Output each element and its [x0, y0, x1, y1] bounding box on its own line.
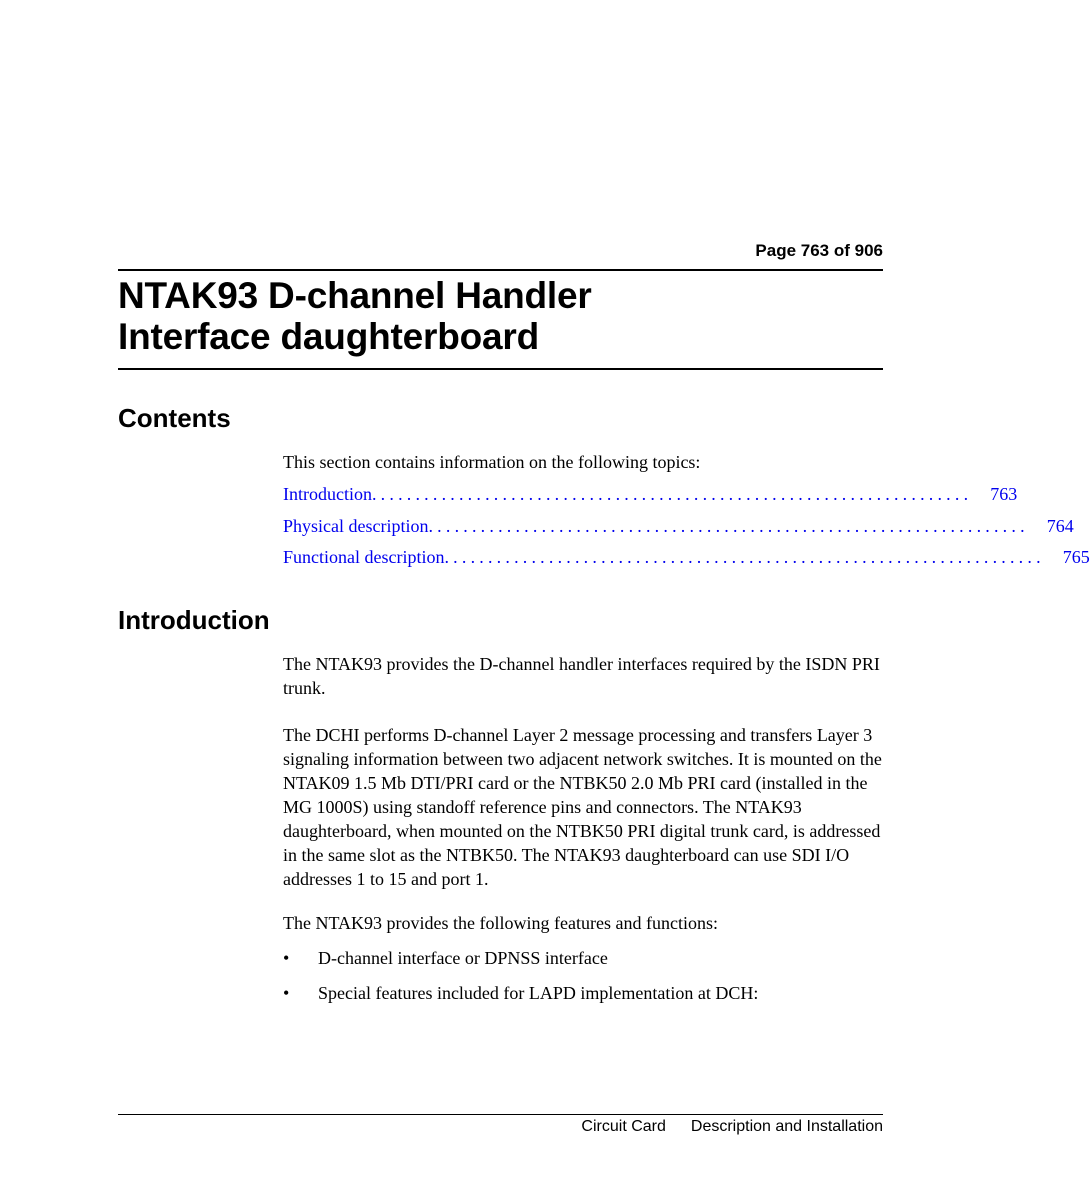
footer-left: Circuit Card — [581, 1118, 666, 1135]
page-number: Page 763 of 906 — [755, 241, 883, 260]
toc-label: Physical description — [283, 515, 429, 536]
feature-list — [283, 946, 883, 1016]
title-line-2: Interface daughterboard — [118, 316, 539, 357]
toc-label: Introduction — [283, 484, 372, 504]
toc-link-introduction[interactable] — [283, 484, 1018, 516]
footer-rule — [118, 1114, 883, 1115]
footer-right: Description and Installation — [690, 1118, 883, 1135]
title-line-1: NTAK93 D-channel Handler — [118, 275, 592, 316]
toc-link-physical-description[interactable] — [283, 515, 1074, 548]
introduction-heading: Introduction — [118, 605, 270, 635]
contents-heading: Contents — [118, 403, 231, 433]
list-item — [283, 946, 883, 981]
toc-page: 763 — [990, 484, 1018, 504]
toc-leader-dots: ..................................................................... — [428, 515, 1029, 536]
footer — [581, 1118, 883, 1136]
toc-page: 764 — [1046, 515, 1074, 536]
contents-intro: This section contains information on the following topics: — [283, 452, 701, 472]
toc-label: Functional description — [283, 547, 445, 567]
list-item-text: D-channel interface or DPNSS interface — [318, 948, 608, 968]
top-rule — [118, 269, 883, 271]
toc-link-functional-description[interactable] — [283, 547, 1090, 579]
toc-leader-dots: ..................................................................... — [444, 547, 1045, 567]
toc-leader-dots: ..................................................................... — [371, 484, 973, 504]
title-rule — [118, 368, 883, 370]
intro-paragraph-3: The NTAK93 provides the following features and functions: — [283, 913, 718, 933]
page-title — [118, 275, 592, 357]
intro-paragraph-2: The DCHI performs D-channel Layer 2 message processing and transfers Layer 3 signaling information between two adjacent network switches. It is mounted on the NTAK09 1.5 Mb DTI/PRI card or the NTBK50 2.0 Mb PRI card (installed in the MG 1000S) using standoff reference pins and connectors. The NTAK93 daughterboard, when mounted on the NTBK50 PRI digital trunk card, is addressed in the same slot as the NTBK50. The NTAK93 daughterboard can use SDI I/O addresses 1 to 15 and port 1. — [283, 725, 882, 889]
intro-paragraph-1: The NTAK93 provides the D-channel handler interfaces required by the ISDN PRI trunk. — [283, 654, 880, 698]
table-of-contents — [283, 484, 1090, 579]
bullet-icon: • — [283, 983, 290, 1003]
list-item — [283, 981, 883, 1016]
list-item-text: Special features included for LAPD implementation at DCH: — [318, 983, 759, 1003]
bullet-icon: • — [283, 948, 290, 968]
toc-page: 765 — [1062, 547, 1090, 567]
